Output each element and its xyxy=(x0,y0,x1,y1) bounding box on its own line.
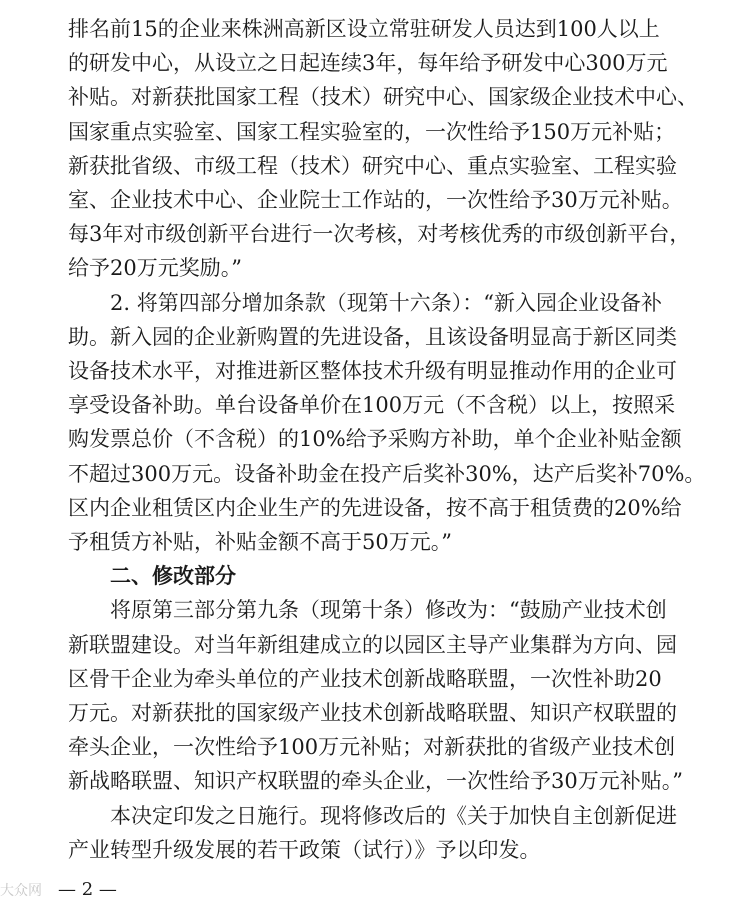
watermark-logo: 大众网 xyxy=(0,883,42,899)
text-line: 予租赁方补贴，补贴金额不高于50万元。” xyxy=(68,530,452,554)
text-line: 补贴。对新获批国家工程（技术）研究中心、国家级企业技术中心、 xyxy=(68,85,698,110)
text-line: 设备技术水平，对推进新区整体技术升级有明显推动作用的企业可 xyxy=(68,359,677,383)
text-line: 排名前15的企业来株洲高新区设立常驻研发人员达到100人以上 xyxy=(68,17,660,41)
text-line: 新获批省级、市级工程（技术）研究中心、重点实验室、工程实验 xyxy=(68,153,677,178)
text-line: 享受设备补助。单台设备单价在100万元（不含税）以上，按照采 xyxy=(68,393,676,418)
text-line: 的研发中心，从设立之日起连续3年，每年给予研发中心300万元 xyxy=(68,51,668,76)
text-line: 购发票总价（不含税）的10%给予采购方补助，单个企业补贴金额 xyxy=(68,427,682,452)
text-line: 本决定印发之日施行。现将修改后的《关于加快自主创新促进 xyxy=(110,803,677,828)
text-line: 给予20万元奖励。” xyxy=(68,256,242,281)
text-line: 2. 将第四部分增加条款（现第十六条）：“新入园企业设备补 xyxy=(110,290,662,315)
text-line: 产业转型升级发展的若干政策（试行）》予以印发。 xyxy=(68,837,541,862)
text-line: 室、企业技术中心、企业院士工作站的，一次性给予30万元补贴。 xyxy=(68,188,683,212)
text-line: 新联盟建设。对当年新组建成立的以园区主导产业集群为方向、园 xyxy=(68,632,677,657)
text-line: 将原第三部分第九条（现第十条）修改为：“鼓励产业技术创 xyxy=(110,598,667,623)
text-line: 区内企业租赁区内企业生产的先进设备，按不高于租赁费的20%给 xyxy=(68,495,682,520)
text-line: 万元。对新获批的国家级产业技术创新战略联盟、知识产权联盟的 xyxy=(68,701,677,725)
text-line: 新战略联盟、知识产权联盟的牵头企业，一次性给予30万元补贴。” xyxy=(68,769,683,794)
text-line: 每3年对市级创新平台进行一次考核，对考核优秀的市级创新平台， xyxy=(68,222,691,247)
page-number: — 2 — xyxy=(58,879,117,900)
text-line: 牵头企业，一次性给予100万元补贴；对新获批的省级产业技术创 xyxy=(68,735,676,760)
text-line: 助。新入园的企业新购置的先进设备，且该设备明显高于新区同类 xyxy=(68,324,677,349)
section-heading: 二、修改部分 xyxy=(110,563,236,589)
text-line: 国家重点实验室、国家工程实验室的，一次性给予150万元补贴； xyxy=(68,119,676,144)
text-line: 区骨干企业为牵头单位的产业技术创新战略联盟，一次性补助20 xyxy=(68,666,662,691)
text-line: 不超过300万元。设备补助金在投产后奖补30%，达产后奖补70%。 xyxy=(68,461,706,486)
